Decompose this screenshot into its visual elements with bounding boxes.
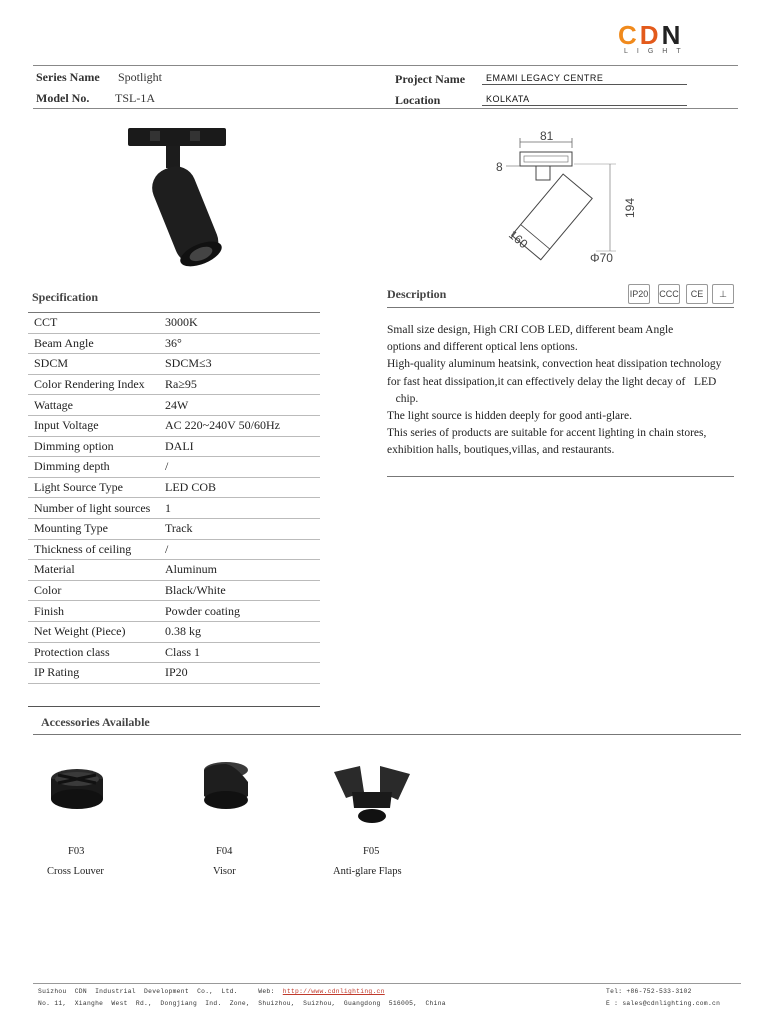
spec-key: IP Rating: [34, 665, 80, 680]
accessory-name-visor: Visor: [213, 866, 236, 877]
spec-row: [28, 477, 320, 498]
dimension-drawing: [492, 126, 642, 266]
spec-row: [28, 580, 320, 601]
location-value: KOLKATA: [486, 94, 530, 104]
description-line: for fast heat dissipation,it can effectively delay the light decay of LED: [387, 375, 717, 388]
footer-web-label: Web:: [258, 988, 283, 995]
logo-letter-d: D: [639, 20, 662, 50]
accessory-name-anti-glare-flaps: Anti-glare Flaps: [333, 866, 402, 877]
footer-company: [38, 988, 385, 995]
spec-value: SDCM≤3: [165, 356, 212, 371]
spec-row: [28, 621, 320, 642]
dim-length-label: 160: [506, 227, 531, 252]
project-underline: [482, 84, 687, 85]
spec-key: Input Voltage: [34, 418, 99, 433]
description-top-rule: [387, 307, 734, 308]
spec-row: [28, 374, 320, 395]
footer-company-name: Suizhou CDN Industrial Development Co., Ltd.: [38, 988, 238, 995]
dim-diameter-label: Φ70: [590, 251, 613, 265]
spec-value: LED COB: [165, 480, 216, 495]
project-name-value: EMAMI LEGACY CENTRE: [486, 73, 604, 83]
spec-value: AC 220~240V 50/60Hz: [165, 418, 280, 433]
product-photo: [120, 122, 235, 272]
description-title: Description: [387, 287, 447, 301]
visor-image: [196, 756, 256, 826]
spec-value: Powder coating: [165, 603, 240, 618]
spec-value: 1: [165, 500, 171, 515]
accessory-code-f05: F05: [363, 846, 380, 857]
spec-key: Number of light sources: [34, 500, 151, 515]
spec-key: Thickness of ceiling: [34, 541, 132, 556]
description-line: This series of products are suitable for accent lighting in chain stores,: [387, 427, 707, 440]
description-bottom-rule: [387, 476, 734, 477]
spec-row: [28, 457, 320, 478]
spec-row: [28, 642, 320, 663]
spec-key: Beam Angle: [34, 335, 94, 350]
spec-bottom-rule: [28, 706, 320, 707]
model-no-value: TSL-1A: [115, 91, 155, 105]
specification-title: Specification: [32, 290, 98, 304]
spec-row: [28, 354, 320, 375]
accessories-rule: [33, 734, 741, 735]
spec-key: Protection class: [34, 644, 110, 659]
spec-key: Color Rendering Index: [34, 377, 145, 392]
company-logo: [618, 22, 690, 56]
footer-tel: Tel: +86-752-533-3102: [606, 988, 692, 995]
spec-value: DALI: [165, 438, 194, 453]
spec-row: [28, 560, 320, 581]
spec-row: [28, 436, 320, 457]
spec-value: Ra≥95: [165, 377, 197, 392]
dim-width-label: 81: [540, 129, 554, 143]
spec-value: 0.38 kg: [165, 624, 201, 639]
accessory-name-cross-louver: Cross Louver: [47, 866, 104, 877]
spec-value: 36°: [165, 335, 182, 350]
spec-key: Finish: [34, 603, 65, 618]
header-top-rule: [33, 65, 738, 66]
spec-value: Track: [165, 521, 193, 536]
location-label: Location: [395, 93, 441, 107]
spec-value: 3000K: [159, 313, 320, 334]
footer-email: E : sales@cdnlighting.com.cn: [606, 1000, 721, 1007]
spec-value: /: [165, 541, 169, 556]
dim-top-label: 8: [496, 160, 503, 174]
description-line: chip.: [387, 392, 419, 405]
ce-cert-icon: CE: [686, 284, 708, 304]
header-bottom-rule: [33, 108, 738, 109]
description-line: High-quality aluminum heatsink, convection heat dissipation technology: [387, 358, 722, 371]
specification-table: [28, 312, 320, 684]
spec-value: IP20: [165, 665, 188, 680]
footer-website-link[interactable]: http://www.cdnlighting.cn: [282, 988, 385, 995]
footer-address: No. 11, Xianghe West Rd., Dongjiang Ind. Zone, Shuizhou, Suizhou, Guangdong 516005, China: [38, 1000, 446, 1007]
spec-row: [28, 313, 320, 334]
spec-key: Color: [34, 583, 62, 598]
description-line: options and different optical lens options.: [387, 341, 578, 354]
spec-row: [28, 333, 320, 354]
model-no-label: Model No.: [36, 91, 90, 105]
accessory-code-f04: F04: [216, 846, 233, 857]
anti-glare-flaps-image: [330, 762, 414, 828]
spec-key: Mounting Type: [34, 521, 108, 536]
description-line: exhibition halls, boutiques,villas, and restaurants.: [387, 444, 615, 457]
spec-value: Black/White: [165, 583, 226, 598]
logo-letter-c: C: [618, 20, 640, 50]
dim-height-label: 194: [623, 197, 637, 218]
logo-letter-n: N: [661, 20, 684, 50]
spec-row: [28, 415, 320, 436]
spec-key: Dimming depth: [34, 459, 110, 474]
description-line: The light source is hidden deeply for good anti-glare.: [387, 410, 632, 423]
spec-key: Wattage: [34, 397, 74, 412]
ccc-cert-icon: CCC: [658, 284, 680, 304]
location-underline: [482, 105, 687, 106]
spec-row: [28, 498, 320, 519]
ip-cert-icon: IP20: [628, 284, 650, 304]
spec-row: [28, 395, 320, 416]
spec-value: Aluminum: [165, 562, 218, 577]
project-name-label: Project Name: [395, 72, 466, 86]
spec-row: [28, 663, 320, 684]
spec-key: Light Source Type: [34, 480, 123, 495]
accessories-title: Accessories Available: [41, 715, 150, 729]
accessory-code-f03: F03: [68, 846, 85, 857]
series-name-value: Spotlight: [118, 70, 163, 84]
logo-subtitle: LIGHT: [624, 48, 690, 55]
spec-key: Dimming option: [34, 438, 114, 453]
series-name-label: Series Name: [36, 70, 100, 84]
spec-key: Net Weight (Piece): [34, 624, 126, 639]
cross-louver-image: [46, 765, 108, 815]
ground-cert-icon: ⊥: [712, 284, 734, 304]
spec-key: Material: [34, 562, 75, 577]
spec-row: [28, 601, 320, 622]
spec-value: Class 1: [165, 644, 201, 659]
description-line: Small size design, High CRI COB LED, different beam Angle: [387, 324, 674, 336]
spec-value: /: [165, 459, 169, 474]
spec-key: CCT: [28, 313, 159, 334]
description-text: [387, 322, 732, 460]
spec-value: 24W: [165, 397, 189, 412]
spec-key: SDCM: [34, 356, 69, 371]
footer-rule: [33, 983, 741, 984]
spec-row: [28, 518, 320, 539]
spec-row: [28, 539, 320, 560]
